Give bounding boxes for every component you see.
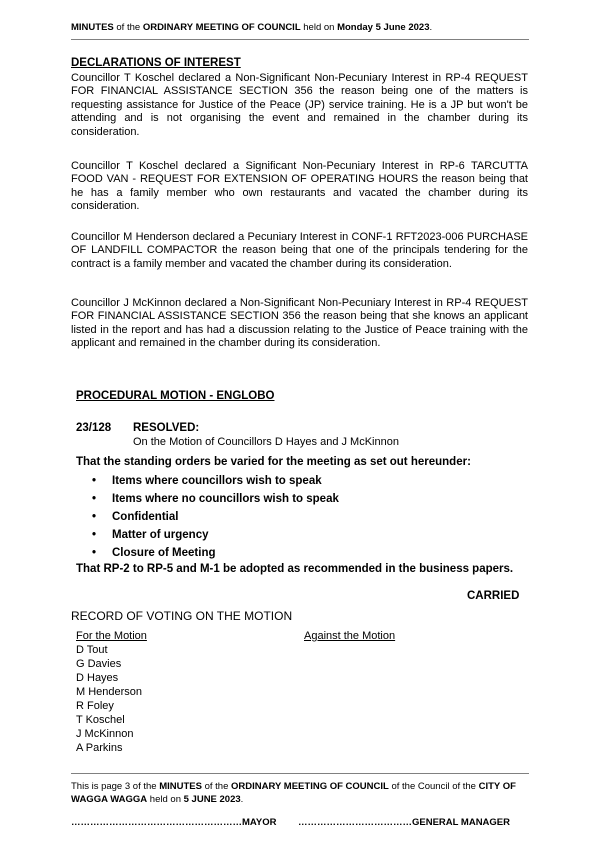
- motion-result: CARRIED: [467, 590, 520, 602]
- header-minutes: MINUTES: [71, 22, 114, 33]
- declarations-title: DECLARATIONS OF INTEREST: [71, 57, 241, 69]
- declaration-paragraph: Councillor M Henderson declared a Pecuniary Interest in CONF-1 RFT2023-006 PURCHASE OF LANDFILL COMPACTOR the reason being that one of the principals tendering for the contract is a family member and vacated the chamber during its consideration.: [71, 231, 528, 270]
- list-item: [88, 490, 339, 508]
- resolved-label: RESOLVED:: [133, 422, 200, 434]
- list-item-label: Matter of urgency: [112, 529, 209, 541]
- page-header: [71, 22, 531, 34]
- voter-name: D Hayes: [76, 672, 119, 684]
- list-item: [88, 508, 339, 526]
- footer-text: of the: [201, 781, 232, 792]
- bullet-icon: •: [92, 547, 97, 559]
- voter-name: M Henderson: [76, 686, 143, 698]
- footer-council: CITY OF WAGGA WAGGA: [71, 781, 516, 805]
- footer-date: 5 JUNE 2023: [183, 793, 241, 805]
- declaration-paragraph: Councillor T Koschel declared a Non-Significant Non-Pecuniary Interest in RP-4 REQUEST FOR FINANCIAL ASSISTANCE SECTION 356 the reason being one of the matters is requesting assistance for Justice of the Peace (JP) service training. He is a JP but won't be attending and is not organising the event and remained in the chamber during its consideration.: [71, 72, 528, 138]
- footer-divider: [71, 773, 529, 774]
- header-meeting: ORDINARY MEETING OF COUNCIL: [142, 22, 301, 33]
- declaration-paragraph: Councillor J McKinnon declared a Non-Significant Non-Pecuniary Interest in RP-4 REQUEST FOR FINANCIAL ASSISTANCE SECTION 356 the reason being that she knows an applicant listed in the report and has had a discussion relating to the Justice of Peace training with the applicant and remained in the chamber during its consideration.: [71, 297, 528, 350]
- motion-mover: On the Motion of Councillors D Hayes and J McKinnon: [133, 436, 399, 448]
- bullet-icon: •: [92, 529, 97, 541]
- against-motion-heading: Against the Motion: [304, 630, 396, 642]
- bullet-icon: •: [92, 475, 97, 487]
- list-item-label: Items where no councillors wish to speak: [112, 493, 339, 505]
- voter-name: J McKinnon: [76, 728, 134, 740]
- header-text: .: [429, 22, 433, 33]
- resolution-number: 23/128: [76, 422, 112, 434]
- header-text: of the: [113, 22, 143, 33]
- motion-title: PROCEDURAL MOTION - ENGLOBO: [76, 390, 275, 402]
- header-divider: [71, 39, 529, 40]
- footer-meeting: ORDINARY MEETING OF COUNCIL: [231, 781, 389, 792]
- general-manager-signature-line: ………………………………GENERAL MANAGER: [298, 817, 510, 828]
- list-item: [88, 544, 339, 562]
- voter-name: A Parkins: [76, 742, 123, 754]
- list-item-label: Confidential: [112, 511, 179, 523]
- footer-text: of the Council of the: [388, 781, 479, 792]
- motion-adoption: That RP-2 to RP-5 and M-1 be adopted as recommended in the business papers.: [76, 563, 514, 575]
- motion-intro: That the standing orders be varied for the meeting as set out hereunder:: [76, 456, 471, 468]
- header-text: held on: [300, 22, 338, 33]
- voter-name: T Koschel: [76, 714, 125, 726]
- motion-items-list: [88, 472, 339, 562]
- page-footer: [71, 781, 526, 806]
- header-date: Monday 5 June 2023: [337, 22, 430, 33]
- footer-text: held on: [147, 793, 184, 805]
- for-motion-heading: For the Motion: [76, 630, 147, 642]
- list-item: [88, 472, 339, 490]
- voter-name: G Davies: [76, 658, 122, 670]
- for-motion-names: [76, 643, 142, 755]
- footer-text: This is page 3 of the: [71, 781, 160, 792]
- list-item-label: Items where councillors wish to speak: [112, 475, 322, 487]
- list-item-label: Closure of Meeting: [112, 547, 216, 559]
- voting-title: RECORD OF VOTING ON THE MOTION: [71, 609, 293, 623]
- mayor-signature-line: ………………………………………………MAYOR: [71, 817, 277, 828]
- declaration-paragraph: Councillor T Koschel declared a Significant Non-Pecuniary Interest in RP-6 TARCUTTA FOOD VAN - REQUEST FOR EXTENSION OF OPERATING HOURS the reason being that he has a family member who own restaurants and vacated the chamber during its consideration.: [71, 160, 528, 213]
- bullet-icon: •: [92, 511, 97, 523]
- list-item: [88, 526, 339, 544]
- footer-minutes: MINUTES: [159, 781, 202, 792]
- voter-name: D Tout: [76, 644, 108, 656]
- footer-text: .: [240, 793, 244, 805]
- bullet-icon: •: [92, 493, 97, 505]
- voter-name: R Foley: [76, 700, 114, 712]
